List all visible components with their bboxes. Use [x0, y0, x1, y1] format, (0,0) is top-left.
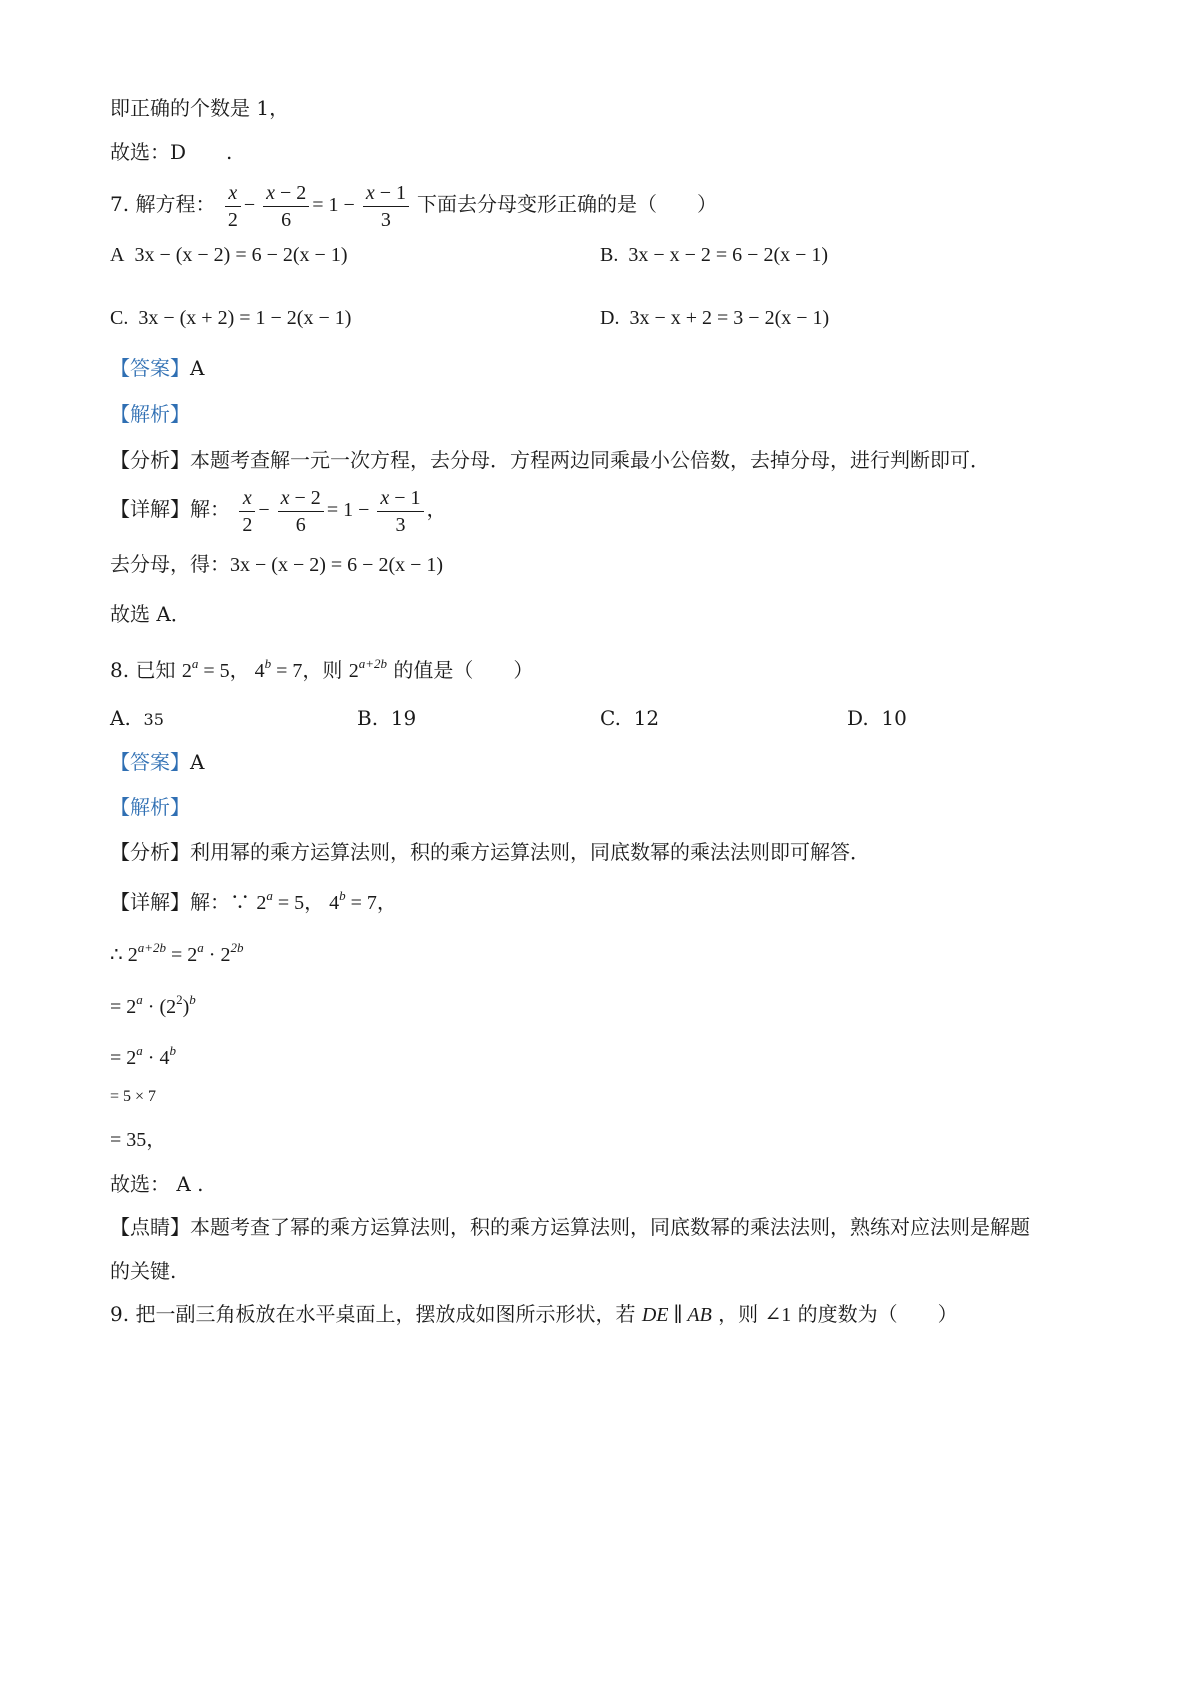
- option-c: C. 3x − (x + 2) = 1 − 2(x − 1): [110, 307, 352, 329]
- fraction: $\frac{x}{2}$: [225, 180, 241, 233]
- option-text: 3x − (x − 2) = 6 − 2(x − 1): [134, 244, 348, 266]
- answer-tag: 【答案】: [110, 750, 190, 774]
- option-a: A 3x − (x − 2) = 6 − 2(x − 1): [110, 244, 348, 266]
- conclusion-line: 故选 A．: [110, 602, 191, 626]
- detail-line: = $2^a \cdot (2^2)^b$: [110, 992, 196, 1018]
- detail-line: ∴ $2^{a+2b} = 2^a \cdot 2^{2b}$: [110, 940, 244, 966]
- answer-value: A: [190, 356, 205, 380]
- option-a: A. 35: [110, 706, 164, 730]
- answer-line: [110, 356, 204, 381]
- option-text: 10: [881, 706, 907, 730]
- option-d: D. 3x − x + 2 = 3 − 2(x − 1): [600, 307, 830, 329]
- detail-line: = 5 × 7: [110, 1088, 157, 1105]
- question-7-stem: [110, 180, 717, 233]
- question-label: 8. 已知: [110, 658, 176, 682]
- question-9-stem: 9. 把一副三角板放在水平桌面上，摆放成如图所示形状，若 DE ∥ AB ，则 ∠1 的度数为（ ）: [110, 1302, 958, 1326]
- note-line: 【点睛】本题考查了幂的乘方运算法则，积的乘方运算法则，同底数幂的乘法法则，熟练对应法则是解题: [110, 1215, 1030, 1239]
- note-line: 的关键.: [110, 1259, 177, 1283]
- option-d: D. 10: [847, 706, 907, 730]
- question-8-stem: 8. 已知 2$^a$ = 5， 4$^b$ = 7，则 $2^{a+2b}$ 的值是（ ）: [110, 656, 534, 682]
- analysis-tag: 【解析】: [110, 402, 190, 426]
- conclusion-line: 故选： A .: [110, 1172, 204, 1196]
- fraction: $\frac{x}{2}$: [239, 485, 255, 538]
- analysis-line: 【分析】本题考查解一元一次方程，去分母．方程两边同乘最小公倍数，去掉分母，进行判断即可．: [110, 448, 990, 472]
- answer-value: A: [190, 750, 205, 774]
- answer-tag: 【答案】: [110, 356, 190, 380]
- question-label: 7. 解方程：: [110, 192, 216, 217]
- detail-line: = $2^a \cdot 4^b$: [110, 1043, 176, 1069]
- detail-line: 【详解】解：∵ $2^a = 5$， $4^b = 7$，: [110, 888, 397, 914]
- answer-line: [110, 750, 204, 775]
- text-line: 即正确的个数是 1，: [110, 96, 290, 120]
- option-c: C. 12: [600, 706, 660, 730]
- option-text: 19: [390, 706, 417, 730]
- option-text: 3x − x − 2 = 6 − 2(x − 1): [628, 244, 829, 266]
- option-text: 3x − (x + 2) = 1 − 2(x − 1): [138, 307, 352, 329]
- detail-line: 去分母，得：3x − (x − 2) = 6 − 2(x − 1): [110, 552, 444, 576]
- option-text: 35: [143, 710, 164, 729]
- option-text: 12: [633, 706, 660, 730]
- analysis-tag: 【解析】: [110, 795, 190, 819]
- option-b: B. 3x − x − 2 = 6 − 2(x − 1): [600, 244, 829, 266]
- equation: $\frac{x}{2}$ − $\frac{x - 2}{6}$ = 1 − $\frac{x - 1}{3}$: [222, 194, 417, 216]
- option-b: B. 19: [357, 706, 417, 730]
- fraction: $\frac{x - 1}{3}$: [377, 485, 423, 538]
- fraction: $\frac{x - 1}{3}$: [363, 180, 409, 233]
- detail-line: = 35，: [110, 1129, 167, 1151]
- option-text: 3x − x + 2 = 3 − 2(x − 1): [629, 307, 830, 329]
- fraction: $\frac{x - 2}{6}$: [278, 485, 324, 538]
- question-suffix: 下面去分母变形正确的是（ ）: [417, 192, 717, 217]
- text-line: 故选：D .: [110, 140, 233, 164]
- equation: $\frac{x}{2}$ − $\frac{x - 2}{6}$ = 1 − $\frac{x - 1}{3}$ ，: [236, 499, 446, 521]
- fraction: $\frac{x - 2}{6}$: [263, 180, 309, 233]
- analysis-line: 【分析】利用幂的乘方运算法则，积的乘方运算法则，同底数幂的乘法法则即可解答．: [110, 840, 870, 864]
- detail-line: 【详解】解： $\frac{x}{2}$ − $\frac{x - 2}{6}$ = 1 − $\frac{x - 1}{3}$ ，: [110, 487, 447, 536]
